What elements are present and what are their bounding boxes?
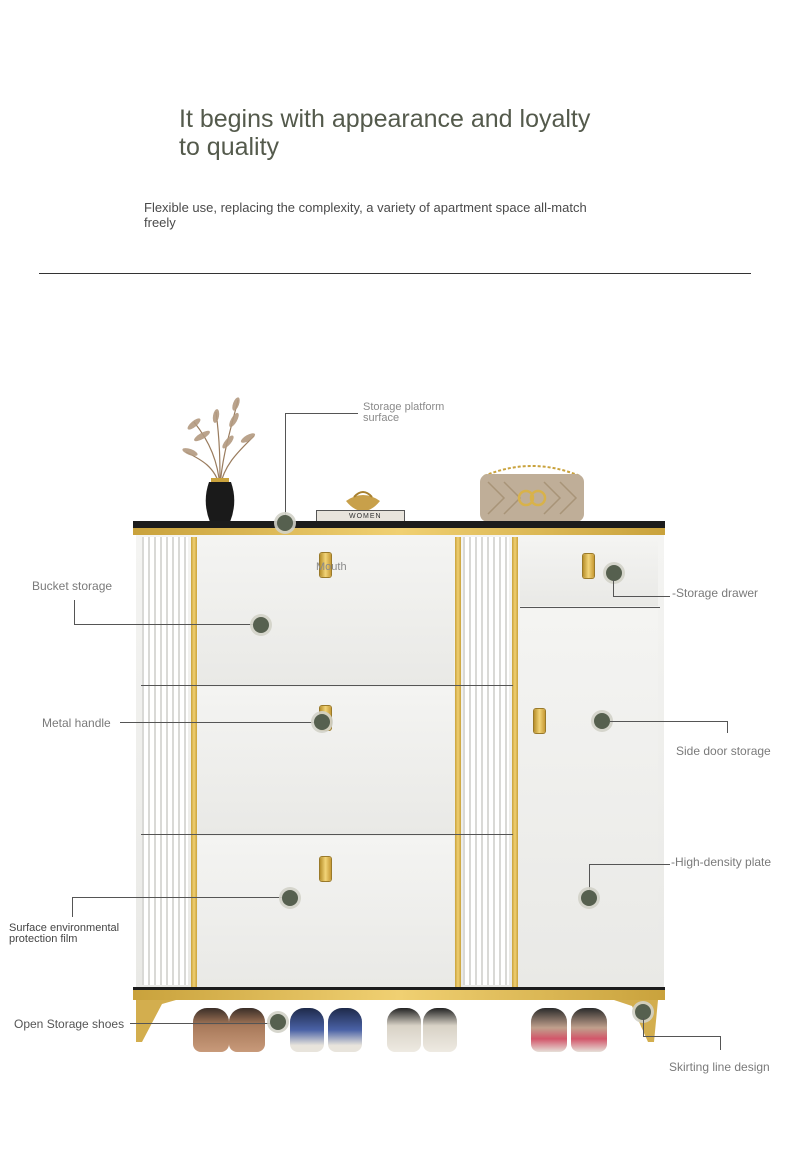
shoe <box>531 1008 567 1052</box>
shoe <box>229 1008 265 1052</box>
gold-strip <box>455 537 461 987</box>
door-seam <box>141 834 513 835</box>
handle-side-door[interactable] <box>534 709 545 733</box>
label-side-door-storage: Side door storage <box>676 744 771 758</box>
subtitle-line-1: Flexible use, replacing the complexity, a variety of apartment space all-match <box>144 200 587 215</box>
vase-plant-icon <box>180 392 260 524</box>
slat-column-left <box>142 537 188 985</box>
drawer-seam <box>520 607 660 608</box>
handbag-icon <box>474 462 590 524</box>
shoe <box>290 1008 324 1052</box>
label-storage-drawer: -Storage drawer <box>672 586 759 600</box>
label-mouth: Mouth <box>316 561 347 573</box>
marker-side-door <box>594 713 610 729</box>
leader-line <box>285 413 286 520</box>
subtitle-line-2: freely <box>144 215 176 230</box>
leader-line <box>74 600 75 624</box>
label-high-density-plate: -High-density plate <box>671 855 772 869</box>
title-line-1: It begins with appearance and loyalty <box>179 105 591 133</box>
leader-line <box>613 596 670 597</box>
book-label: WOMEN <box>349 513 382 520</box>
leader-line <box>72 897 284 898</box>
leader-line <box>130 1023 271 1024</box>
label-bucket-storage: Bucket storage <box>32 579 113 593</box>
marker-surface-film <box>282 890 298 906</box>
label-open-storage-shoes: Open Storage shoes <box>14 1017 125 1031</box>
title-line-2: to quality <box>179 133 280 161</box>
leader-line <box>643 1036 721 1037</box>
handle-door-3[interactable] <box>320 857 331 881</box>
cabinet-top-trim <box>133 528 665 535</box>
marker-high-density-plate <box>581 890 597 906</box>
leg-left-icon <box>132 998 176 1044</box>
shoe <box>193 1008 229 1052</box>
leader-line <box>589 864 670 865</box>
leader-line <box>285 413 358 414</box>
gold-strip <box>512 537 518 987</box>
door-seam <box>141 685 513 686</box>
label-metal-handle: Metal handle <box>42 716 111 730</box>
side-door[interactable] <box>520 609 658 985</box>
leader-line <box>120 722 315 723</box>
leader-line <box>727 721 728 733</box>
label-skirting-line: Skirting line design <box>669 1060 770 1074</box>
shoe <box>423 1008 457 1052</box>
shoe <box>571 1008 607 1052</box>
label-storage-platform: Storage platform surface <box>363 401 445 424</box>
cabinet-top <box>133 521 665 528</box>
marker-open-storage <box>270 1014 286 1030</box>
gold-strip <box>191 537 197 987</box>
marker-storage-platform <box>277 515 293 531</box>
marker-bucket-storage <box>253 617 269 633</box>
marker-metal-handle <box>314 714 330 730</box>
handle-drawer[interactable] <box>583 554 594 578</box>
leader-line <box>643 1018 644 1036</box>
leader-line <box>74 624 254 625</box>
leader-line <box>610 721 728 722</box>
leader-line <box>589 864 590 890</box>
slat-column-middle <box>463 537 509 985</box>
leader-line <box>72 897 73 917</box>
leader-line <box>613 580 614 597</box>
shoe <box>387 1008 421 1052</box>
leader-line <box>720 1036 721 1050</box>
shoe <box>328 1008 362 1052</box>
skirting-line <box>133 990 665 1000</box>
label-surface-film: Surface environmental protection film <box>9 922 120 945</box>
marker-storage-drawer <box>606 565 622 581</box>
